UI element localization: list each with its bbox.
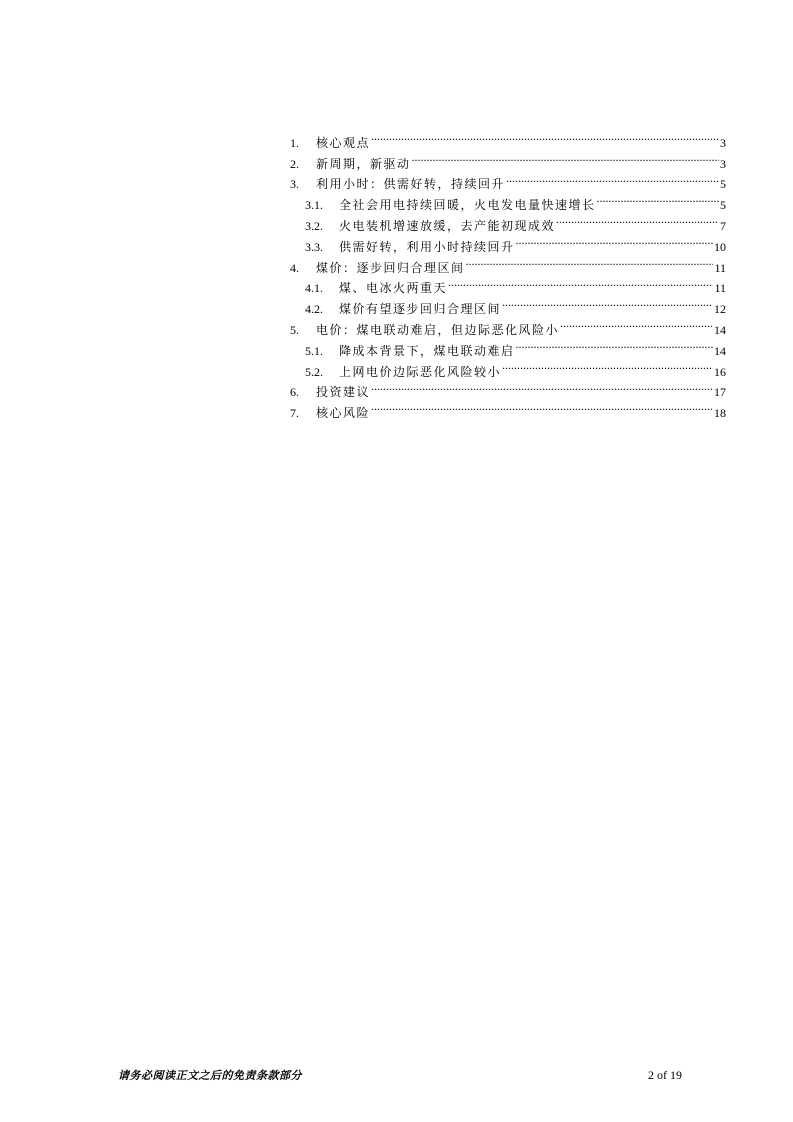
toc-rows	[290, 126, 726, 421]
table-of-contents	[290, 126, 726, 421]
toc-entry-title: 新周期，新驱动	[316, 156, 411, 171]
toc-entry-title: 利用小时：供需好转，持续回升	[316, 177, 506, 192]
toc-entry-title: 降成本背景下，煤电联动难启	[339, 343, 515, 358]
toc-entry-page: 10	[714, 239, 726, 254]
toc-entry-number: 4.	[290, 260, 299, 275]
toc-entry[interactable]	[290, 230, 726, 254]
toc-entry-title: 上网电价边际恶化风险较小	[339, 364, 502, 379]
toc-entry-page: 12	[714, 302, 726, 317]
toc-entry-page: 7	[720, 218, 726, 233]
toc-dot-leader	[516, 230, 713, 251]
toc-entry-number: 2.	[290, 156, 299, 171]
toc-entry[interactable]	[290, 209, 726, 233]
toc-dot-leader	[597, 188, 719, 209]
toc-entry-number: 1.	[290, 135, 299, 150]
toc-dot-leader	[502, 355, 713, 376]
toc-entry[interactable]	[290, 147, 726, 171]
toc-entry-title: 煤价：逐步回归合理区间	[316, 260, 465, 275]
toc-entry-title: 全社会用电持续回暖，火电发电量快速增长	[339, 198, 596, 213]
toc-dot-leader	[556, 209, 719, 230]
toc-entry-page: 3	[720, 156, 726, 171]
toc-entry-title: 火电装机增速放缓，去产能初现成效	[339, 218, 556, 233]
toc-entry-page: 5	[720, 198, 726, 213]
toc-entry-title: 电价：煤电联动难启，但边际恶化风险小	[316, 322, 560, 337]
toc-entry-page: 17	[714, 385, 726, 400]
disclaimer-note: 请务必阅读正文之后的免责条款部分	[118, 1069, 302, 1082]
toc-entry-number: 3.2.	[305, 218, 323, 233]
toc-entry-page: 5	[720, 177, 726, 192]
toc-dot-leader	[371, 126, 719, 147]
toc-entry-page: 11	[714, 281, 726, 296]
toc-entry[interactable]	[290, 168, 726, 192]
toc-entry-page: 14	[714, 343, 726, 358]
toc-dot-leader	[502, 292, 713, 313]
toc-entry-number: 4.2.	[305, 302, 323, 317]
toc-entry-title: 核心风险	[316, 406, 371, 421]
toc-dot-leader	[412, 147, 719, 168]
toc-entry[interactable]	[290, 313, 726, 337]
toc-entry-number: 5.2.	[305, 364, 323, 379]
toc-dot-leader	[506, 168, 719, 189]
toc-entry-number: 6.	[290, 385, 299, 400]
toc-entry-page: 11	[714, 260, 726, 275]
toc-entry-page: 3	[720, 135, 726, 150]
toc-dot-leader	[371, 396, 713, 417]
toc-dot-leader	[371, 376, 713, 397]
toc-entry[interactable]	[290, 292, 726, 317]
toc-entry-title: 投资建议	[316, 385, 371, 400]
toc-entry[interactable]	[290, 376, 726, 400]
toc-entry-number: 5.1.	[305, 343, 323, 358]
toc-entry-page: 18	[714, 406, 726, 421]
toc-dot-leader	[560, 313, 713, 334]
toc-entry-page: 16	[714, 364, 726, 379]
toc-entry-title: 核心观点	[316, 135, 371, 150]
toc-entry[interactable]	[290, 188, 726, 213]
toc-entry[interactable]	[290, 126, 726, 150]
toc-entry-title: 煤价有望逐步回归合理区间	[339, 302, 502, 317]
toc-entry-page: 14	[714, 322, 726, 337]
toc-entry-number: 4.1.	[305, 281, 323, 296]
toc-dot-leader	[448, 272, 713, 293]
toc-entry-number: 3.3.	[305, 239, 323, 254]
toc-entry-number: 7.	[290, 406, 299, 421]
toc-entry[interactable]	[290, 272, 726, 296]
toc-entry-number: 5.	[290, 322, 299, 337]
toc-entry[interactable]	[290, 396, 726, 421]
toc-dot-leader	[466, 251, 714, 272]
toc-dot-leader	[516, 334, 713, 355]
toc-entry[interactable]	[290, 334, 726, 358]
toc-entry-title: 煤、电冰火两重天	[339, 281, 448, 296]
toc-entry-number: 3.1.	[305, 198, 323, 213]
toc-entry-title: 供需好转，利用小时持续回升	[339, 239, 515, 254]
toc-entry-number: 3.	[290, 177, 299, 192]
page-indicator: 2 of 19	[648, 1068, 682, 1082]
toc-entry[interactable]	[290, 251, 726, 275]
toc-entry[interactable]	[290, 355, 726, 379]
